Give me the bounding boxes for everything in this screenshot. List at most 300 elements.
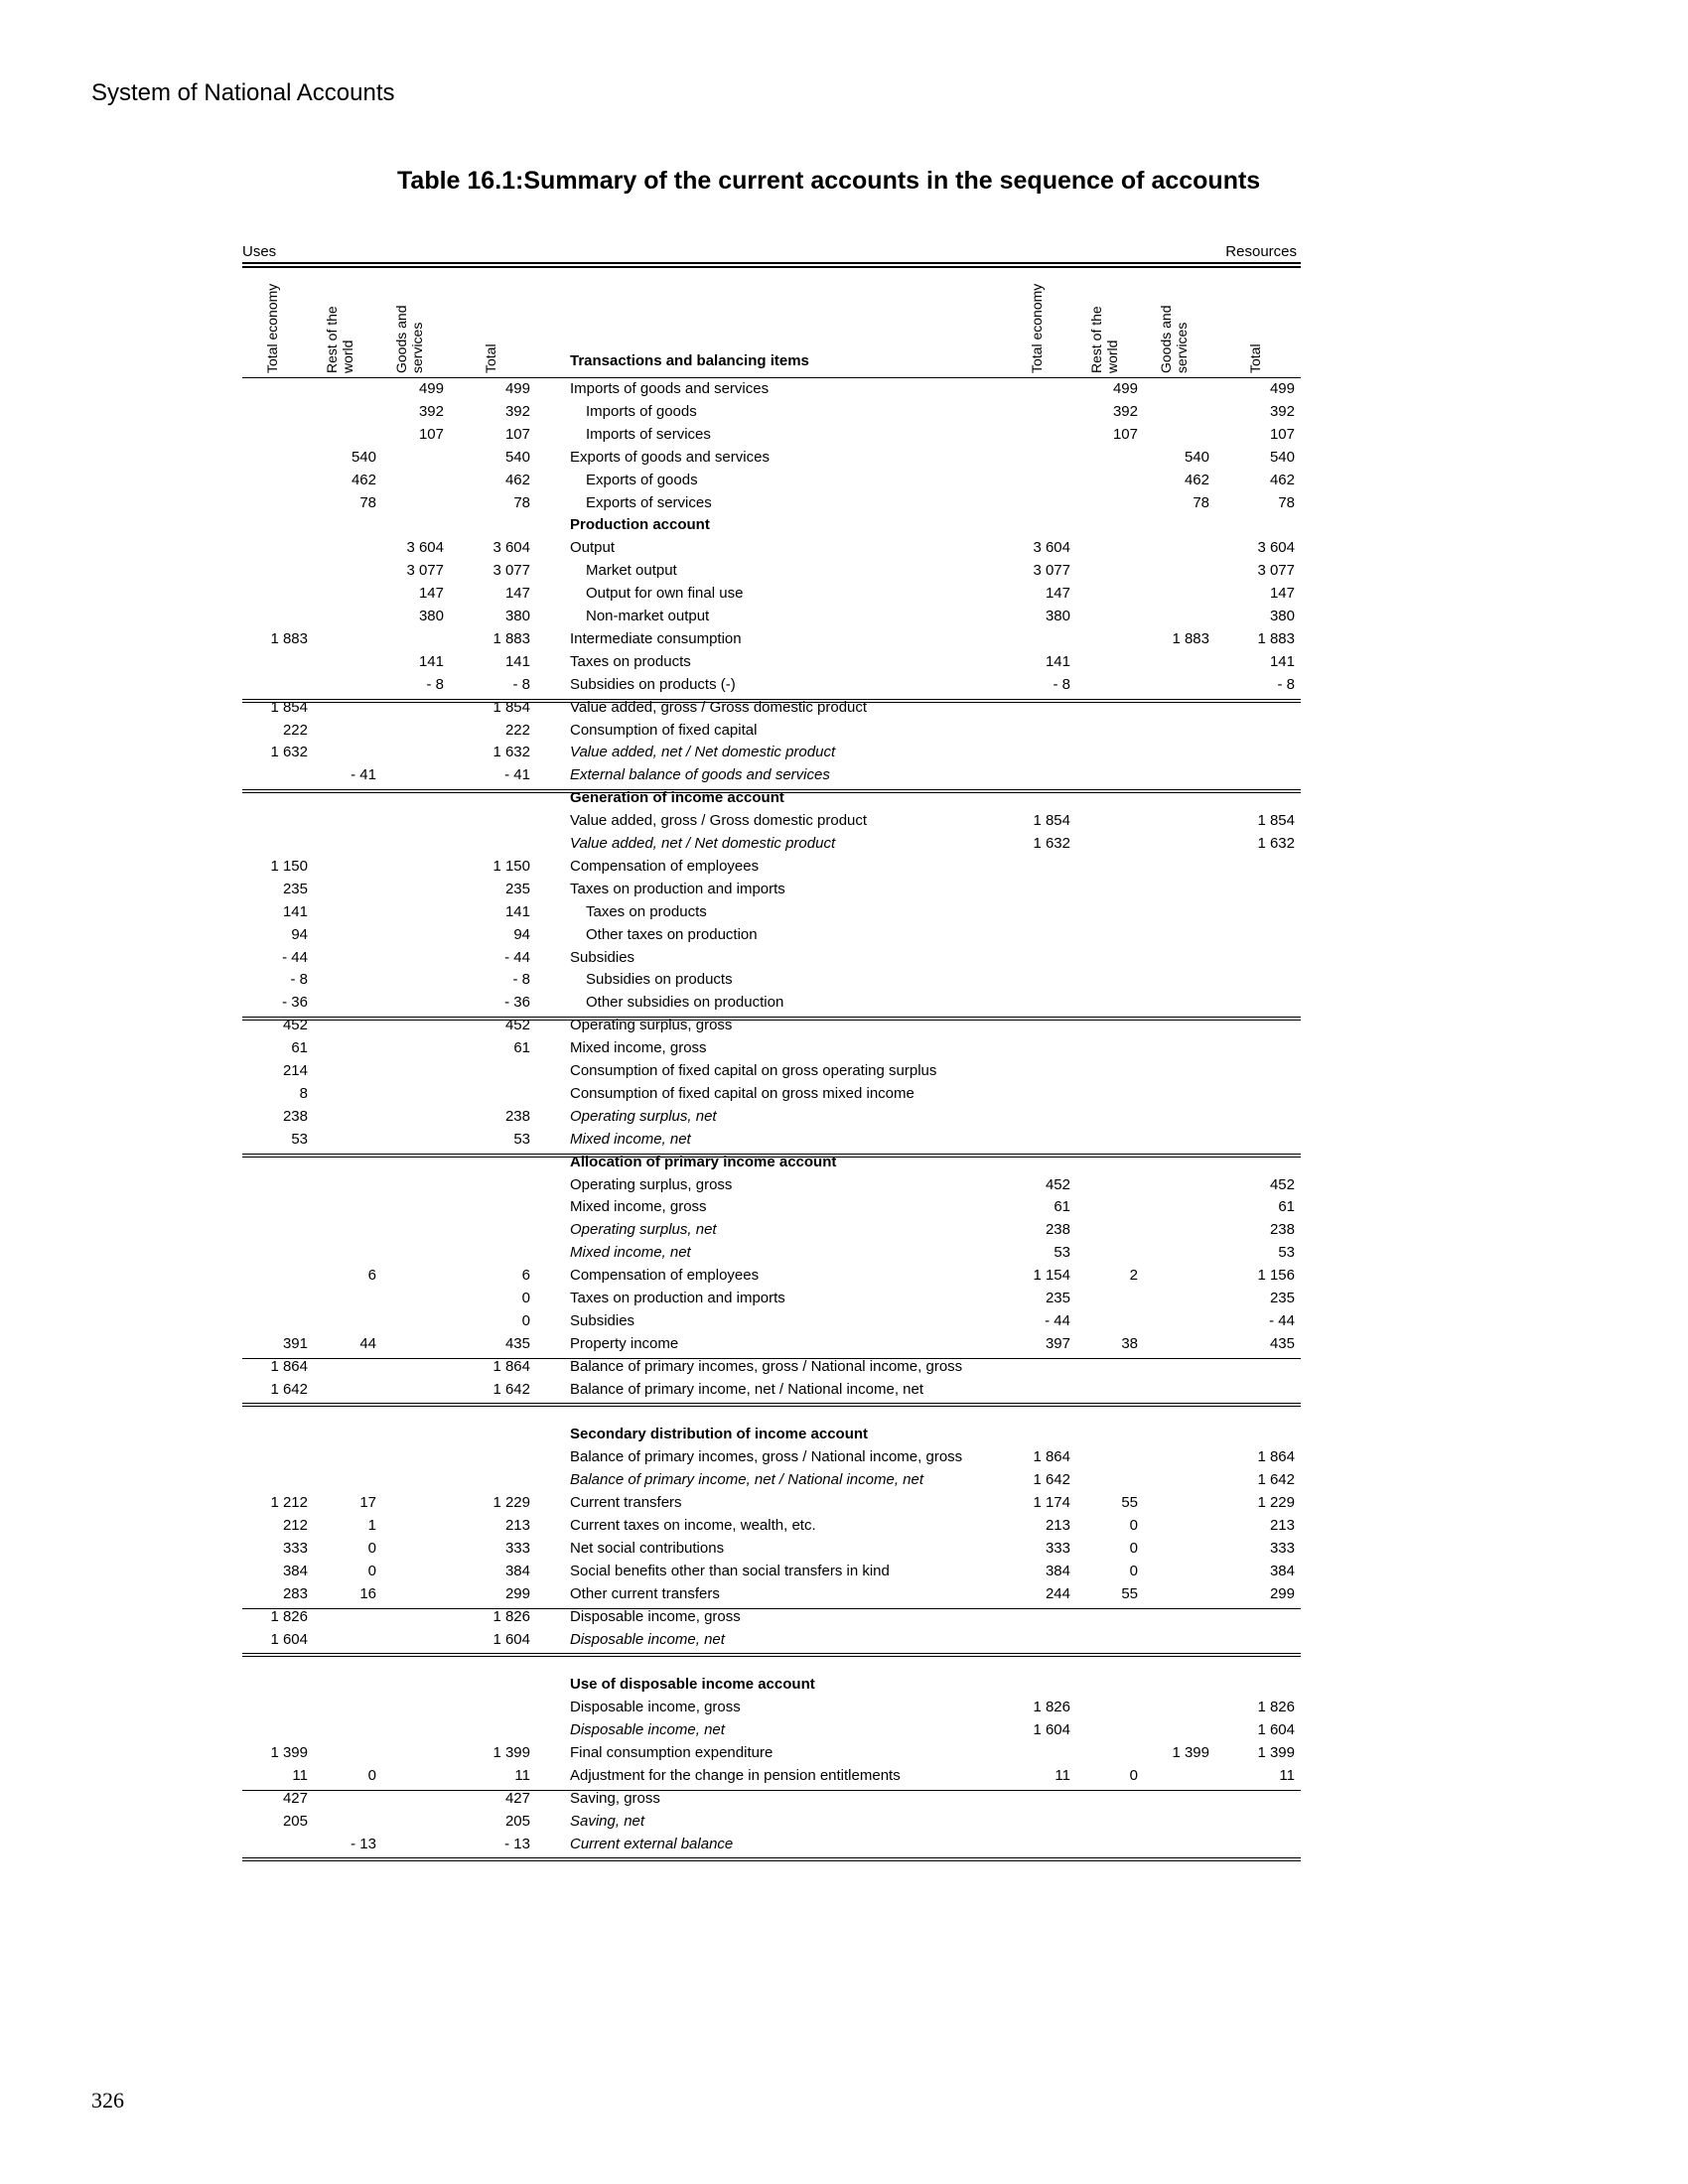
item-label: Intermediate consumption xyxy=(570,629,742,647)
table-row xyxy=(242,881,1301,903)
table-row xyxy=(242,1244,1301,1267)
uses-cell: - 8 xyxy=(512,675,530,693)
table-row xyxy=(242,1085,1301,1108)
uses-cell: 11 xyxy=(514,1766,530,1784)
uses-cell: - 13 xyxy=(351,1835,376,1852)
resources-cell: 1 883 xyxy=(1172,629,1209,647)
item-label: Current taxes on income, wealth, etc. xyxy=(570,1517,816,1534)
table-row xyxy=(242,1836,1301,1862)
resources-cell: 0 xyxy=(1129,1539,1138,1557)
resources-cell: 235 xyxy=(1269,1290,1295,1306)
resources-cell: 1 864 xyxy=(1257,1448,1295,1466)
resources-cell: 11 xyxy=(1055,1766,1070,1784)
resources-cell: 299 xyxy=(1269,1584,1295,1602)
resources-cell: 1 854 xyxy=(1033,812,1070,830)
uses-cell: 384 xyxy=(282,1562,308,1579)
item-label: Subsidies on products (-) xyxy=(570,675,736,693)
resources-cell: 38 xyxy=(1121,1334,1138,1352)
uses-cell: 1 xyxy=(367,1517,376,1534)
item-label: Consumption of fixed capital xyxy=(570,721,758,739)
item-label: Mixed income, net xyxy=(570,1130,691,1148)
uses-cell: - 36 xyxy=(282,994,308,1012)
item-label: Balance of primary income, net / National income, net xyxy=(570,1471,924,1489)
item-header: Transactions and balancing items xyxy=(570,352,809,369)
table-row xyxy=(242,1471,1301,1494)
table-row xyxy=(242,380,1301,403)
resources-cell: 1 854 xyxy=(1257,812,1295,830)
table-row xyxy=(242,744,1301,766)
uses-cell: - 44 xyxy=(282,948,308,966)
resources-cell: 0 xyxy=(1129,1517,1138,1534)
uses-cell: 452 xyxy=(282,1017,308,1034)
table-row xyxy=(242,1517,1301,1540)
uses-cell: 235 xyxy=(504,880,530,897)
resources-cell: 452 xyxy=(1269,1175,1295,1193)
resources-cell: 147 xyxy=(1045,585,1070,603)
item-label: Disposable income, net xyxy=(570,1630,725,1648)
resources-cell: 499 xyxy=(1269,380,1295,397)
uses-cell: - 41 xyxy=(504,766,530,784)
section-heading-row xyxy=(242,1676,1301,1699)
resources-cell: 1 174 xyxy=(1033,1494,1070,1512)
uses-cell: 435 xyxy=(504,1334,530,1352)
item-label: Taxes on products xyxy=(570,652,691,670)
resources-cell: 392 xyxy=(1112,402,1138,420)
uses-cell: 94 xyxy=(513,925,530,943)
uses-cell: 384 xyxy=(504,1562,530,1579)
uses-cell: 1 864 xyxy=(270,1357,308,1375)
resources-cell: - 8 xyxy=(1277,675,1295,693)
uses-cell: 1 150 xyxy=(270,857,308,875)
table-row xyxy=(242,1221,1301,1244)
resources-label: Resources xyxy=(1225,243,1297,260)
resources-cell: 380 xyxy=(1269,608,1295,624)
table-row xyxy=(242,1290,1301,1312)
item-label: Mixed income, gross xyxy=(570,1198,707,1216)
table-row xyxy=(242,1404,1301,1427)
uses-cell: 462 xyxy=(351,471,376,488)
uses-cell: 540 xyxy=(351,448,376,466)
resources-cell: 333 xyxy=(1269,1539,1295,1557)
uses-cell: 1 399 xyxy=(270,1744,308,1761)
uses-cell: - 44 xyxy=(504,948,530,966)
uses-cell: 1 642 xyxy=(492,1380,530,1398)
uses-cell: 141 xyxy=(282,902,308,920)
section-heading-row xyxy=(242,789,1301,812)
account-heading: Use of disposable income account xyxy=(570,1676,815,1694)
uses-cell: 107 xyxy=(504,425,530,443)
item-label: Operating surplus, gross xyxy=(570,1017,733,1034)
uses-cell: 44 xyxy=(359,1334,376,1352)
uses-label: Uses xyxy=(242,243,277,260)
uses-cell: 147 xyxy=(504,585,530,603)
item-label: Exports of goods xyxy=(586,471,698,488)
table-row xyxy=(242,949,1301,972)
resources-cell: 1 826 xyxy=(1033,1699,1070,1716)
table-row xyxy=(242,1699,1301,1721)
item-label: Saving, gross xyxy=(570,1789,660,1807)
header-rule xyxy=(242,377,1301,378)
table-row xyxy=(242,1813,1301,1836)
uses-cell: 11 xyxy=(292,1766,308,1784)
resources-cell: 2 xyxy=(1129,1267,1138,1285)
resources-cell: 53 xyxy=(1278,1244,1295,1262)
uses-cell: 107 xyxy=(418,425,444,443)
resources-cell: 1 399 xyxy=(1257,1744,1295,1761)
item-label: External balance of goods and services xyxy=(570,766,830,784)
resources-cell: 384 xyxy=(1045,1562,1070,1579)
uses-cell: 141 xyxy=(504,902,530,920)
table-row xyxy=(242,472,1301,494)
item-label: Imports of goods xyxy=(586,402,697,420)
item-label: Taxes on production and imports xyxy=(570,880,785,897)
table-row xyxy=(242,562,1301,585)
table-row xyxy=(242,835,1301,858)
resources-cell: 55 xyxy=(1121,1584,1138,1602)
resources-cell: 78 xyxy=(1278,493,1295,511)
top-rule xyxy=(242,262,1301,268)
uses-cell: 147 xyxy=(418,585,444,603)
resources-cell: 3 604 xyxy=(1257,539,1295,557)
resources-cell: 3 077 xyxy=(1033,562,1070,580)
resources-cell: 238 xyxy=(1045,1221,1070,1239)
resources-header-total-economy: Total economy xyxy=(1029,283,1045,373)
account-heading: Secondary distribution of income account xyxy=(570,1426,869,1443)
resources-cell: 1 864 xyxy=(1033,1448,1070,1466)
resources-cell: 540 xyxy=(1269,448,1295,466)
uses-cell: 391 xyxy=(282,1334,308,1352)
table-row xyxy=(242,1358,1301,1381)
uses-cell: 94 xyxy=(291,925,308,943)
item-label: Operating surplus, gross xyxy=(570,1175,733,1193)
item-label: Balance of primary incomes, gross / National income, gross xyxy=(570,1448,963,1466)
uses-cell: 1 642 xyxy=(270,1380,308,1398)
uses-cell: 299 xyxy=(504,1584,530,1602)
uses-cell: 0 xyxy=(521,1290,530,1306)
table-row xyxy=(242,1653,1301,1676)
resources-cell: 244 xyxy=(1045,1584,1070,1602)
uses-cell: 1 399 xyxy=(492,1744,530,1761)
resources-cell: 235 xyxy=(1045,1290,1070,1306)
uses-cell: 213 xyxy=(504,1517,530,1534)
uses-cell: 238 xyxy=(504,1107,530,1125)
uses-cell: 0 xyxy=(367,1766,376,1784)
uses-cell: 1 883 xyxy=(270,629,308,647)
table-row xyxy=(242,1540,1301,1563)
resources-cell: 435 xyxy=(1269,1334,1295,1352)
uses-header-total: Total xyxy=(483,343,498,373)
resources-cell: 0 xyxy=(1129,1562,1138,1579)
resources-cell: 53 xyxy=(1054,1244,1070,1262)
table-row xyxy=(242,1017,1301,1039)
uses-cell: 1 854 xyxy=(492,698,530,716)
uses-cell: 392 xyxy=(418,402,444,420)
table-row xyxy=(242,1176,1301,1199)
uses-header-total-economy: Total economy xyxy=(264,283,280,373)
table-row xyxy=(242,426,1301,449)
resources-cell: - 8 xyxy=(1053,675,1070,693)
uses-cell: - 41 xyxy=(351,766,376,784)
item-label: Current external balance xyxy=(570,1835,734,1852)
uses-cell: 141 xyxy=(418,652,444,670)
uses-cell: 462 xyxy=(504,471,530,488)
uses-cell: 141 xyxy=(504,652,530,670)
item-label: Operating surplus, net xyxy=(570,1221,717,1239)
uses-cell: 78 xyxy=(513,493,530,511)
resources-cell: 384 xyxy=(1269,1562,1295,1579)
running-head: System of National Accounts xyxy=(91,79,395,106)
uses-header-rest-of-world: Rest of the world xyxy=(324,306,355,373)
uses-cell: 452 xyxy=(504,1017,530,1034)
table-row xyxy=(242,608,1301,630)
uses-cell: - 8 xyxy=(512,971,530,989)
uses-cell: 499 xyxy=(418,380,444,397)
resources-cell: 540 xyxy=(1184,448,1209,466)
section-heading-row xyxy=(242,1426,1301,1448)
uses-cell: 499 xyxy=(504,380,530,397)
item-label: Value added, net / Net domestic product xyxy=(570,835,836,852)
resources-cell: 1 642 xyxy=(1257,1471,1295,1489)
resources-cell: 1 229 xyxy=(1257,1494,1295,1512)
item-label: Taxes on production and imports xyxy=(570,1290,785,1306)
uses-cell: 540 xyxy=(504,448,530,466)
uses-cell: 1 883 xyxy=(492,629,530,647)
table-row xyxy=(242,926,1301,949)
item-label: Value added, gross / Gross domestic product xyxy=(570,698,868,716)
item-label: Social benefits other than social transfers in kind xyxy=(570,1562,890,1579)
item-label: Market output xyxy=(586,562,677,580)
uses-cell: 214 xyxy=(282,1062,308,1079)
resources-cell: 141 xyxy=(1045,652,1070,670)
table-row xyxy=(242,1585,1301,1609)
item-label: Other current transfers xyxy=(570,1584,720,1602)
item-label: Final consumption expenditure xyxy=(570,1744,774,1761)
uses-cell: - 8 xyxy=(290,971,308,989)
uses-cell: 427 xyxy=(504,1789,530,1807)
uses-cell: 0 xyxy=(367,1562,376,1579)
table-row xyxy=(242,403,1301,426)
resources-header-rest-of-world: Rest of the world xyxy=(1088,306,1120,373)
table-row xyxy=(242,1608,1301,1631)
uses-cell: 1 604 xyxy=(270,1630,308,1648)
item-label: Output for own final use xyxy=(586,585,744,603)
uses-cell: 61 xyxy=(291,1039,308,1057)
resources-cell: 462 xyxy=(1269,471,1295,488)
resources-cell: 380 xyxy=(1045,608,1070,624)
table-row xyxy=(242,1267,1301,1290)
item-label: Mixed income, net xyxy=(570,1244,691,1262)
item-label: Exports of goods and services xyxy=(570,448,770,466)
table-row xyxy=(242,1721,1301,1744)
item-label: Saving, net xyxy=(570,1812,645,1830)
resources-cell: 1 632 xyxy=(1033,835,1070,852)
uses-cell: 3 604 xyxy=(492,539,530,557)
table-row xyxy=(242,971,1301,994)
resources-cell: - 44 xyxy=(1269,1311,1295,1329)
table-row xyxy=(242,494,1301,517)
uses-header-goods-services: Goods and services xyxy=(393,305,425,373)
item-label: Imports of goods and services xyxy=(570,380,770,397)
item-label: Output xyxy=(570,539,616,557)
item-label: Mixed income, gross xyxy=(570,1039,707,1057)
uses-cell: 1 632 xyxy=(492,744,530,761)
uses-cell: 1 826 xyxy=(492,1607,530,1625)
uses-cell: 3 077 xyxy=(492,562,530,580)
table-row xyxy=(242,903,1301,926)
uses-cell: 17 xyxy=(359,1494,376,1512)
resources-cell: 462 xyxy=(1184,471,1209,488)
resources-cell: 55 xyxy=(1121,1494,1138,1512)
table-row xyxy=(242,449,1301,472)
uses-cell: 1 826 xyxy=(270,1607,308,1625)
uses-cell: 205 xyxy=(282,1812,308,1830)
uses-cell: 6 xyxy=(367,1267,376,1285)
uses-cell: 1 864 xyxy=(492,1357,530,1375)
uses-cell: 6 xyxy=(521,1267,530,1285)
resources-cell: 3 077 xyxy=(1257,562,1295,580)
resources-cell: 1 604 xyxy=(1033,1721,1070,1739)
resources-cell: 61 xyxy=(1054,1198,1070,1216)
item-label: Disposable income, net xyxy=(570,1721,725,1739)
uses-cell: 212 xyxy=(282,1517,308,1534)
resources-header-goods-services: Goods and services xyxy=(1158,305,1190,373)
table-row xyxy=(242,1767,1301,1791)
table-row xyxy=(242,1744,1301,1767)
item-label: Consumption of fixed capital on gross operating surplus xyxy=(570,1062,937,1079)
resources-cell: 392 xyxy=(1269,402,1295,420)
uses-cell: 1 150 xyxy=(492,857,530,875)
item-label: Operating surplus, net xyxy=(570,1107,717,1125)
table-row xyxy=(242,699,1301,722)
item-label: Property income xyxy=(570,1334,679,1352)
item-label: Exports of services xyxy=(586,493,712,511)
table-row xyxy=(242,1312,1301,1335)
resources-cell: 452 xyxy=(1045,1175,1070,1193)
resources-cell: 78 xyxy=(1193,493,1209,511)
table-row xyxy=(242,1198,1301,1221)
item-label: Non-market output xyxy=(586,608,710,624)
resources-cell: 1 154 xyxy=(1033,1267,1070,1285)
item-label: Compensation of employees xyxy=(570,1267,760,1285)
item-label: Compensation of employees xyxy=(570,857,760,875)
uses-cell: 0 xyxy=(367,1539,376,1557)
table-row xyxy=(242,1790,1301,1813)
resources-cell: 499 xyxy=(1112,380,1138,397)
resources-cell: 1 604 xyxy=(1257,1721,1295,1739)
uses-cell: 222 xyxy=(282,721,308,739)
section-heading-row xyxy=(242,1154,1301,1176)
table-row xyxy=(242,812,1301,835)
resources-cell: 333 xyxy=(1045,1539,1070,1557)
resources-cell: 1 399 xyxy=(1172,1744,1209,1761)
table-title: Table 16.1:Summary of the current accounts in the sequence of accounts xyxy=(397,167,1261,195)
item-label: Disposable income, gross xyxy=(570,1699,741,1716)
uses-cell: 333 xyxy=(504,1539,530,1557)
uses-cell: 1 604 xyxy=(492,1630,530,1648)
item-label: Subsidies on products xyxy=(586,971,733,989)
uses-cell: 392 xyxy=(504,402,530,420)
table-row xyxy=(242,653,1301,676)
item-label: Adjustment for the change in pension entitlements xyxy=(570,1766,901,1784)
section-heading-row xyxy=(242,516,1301,539)
table-row xyxy=(242,1039,1301,1062)
uses-cell: 53 xyxy=(513,1130,530,1148)
resources-cell: 238 xyxy=(1269,1221,1295,1239)
table-row xyxy=(242,1448,1301,1471)
uses-cell: 380 xyxy=(504,608,530,624)
table-row xyxy=(242,858,1301,881)
resources-cell: 107 xyxy=(1269,425,1295,443)
resources-cell: 141 xyxy=(1269,652,1295,670)
resources-cell: 11 xyxy=(1279,1766,1295,1784)
uses-cell: 1 212 xyxy=(270,1494,308,1512)
uses-cell: 205 xyxy=(504,1812,530,1830)
uses-cell: 333 xyxy=(282,1539,308,1557)
table-row xyxy=(242,630,1301,653)
uses-cell: 0 xyxy=(521,1311,530,1329)
account-heading: Production account xyxy=(570,516,710,534)
item-label: Subsidies xyxy=(570,1311,635,1329)
resources-cell: 0 xyxy=(1129,1766,1138,1784)
uses-cell: 380 xyxy=(418,608,444,624)
uses-cell: 235 xyxy=(282,880,308,897)
table-row xyxy=(242,1108,1301,1131)
uses-cell: 283 xyxy=(282,1584,308,1602)
uses-cell: 1 854 xyxy=(270,698,308,716)
resources-cell: 1 632 xyxy=(1257,835,1295,852)
resources-cell: 213 xyxy=(1045,1517,1070,1534)
account-heading: Generation of income account xyxy=(570,789,784,807)
resources-cell: 61 xyxy=(1278,1198,1295,1216)
item-label: Balance of primary income, net / National income, net xyxy=(570,1380,924,1398)
resources-cell: - 44 xyxy=(1045,1311,1070,1329)
uses-cell: 16 xyxy=(359,1584,376,1602)
uses-cell: 1 632 xyxy=(270,744,308,761)
uses-cell: 8 xyxy=(299,1084,308,1102)
table-row xyxy=(242,539,1301,562)
uses-cell: 78 xyxy=(359,493,376,511)
table-row xyxy=(242,585,1301,608)
item-label: Other subsidies on production xyxy=(586,994,784,1012)
table-row xyxy=(242,1062,1301,1085)
uses-cell: 427 xyxy=(282,1789,308,1807)
uses-cell: 238 xyxy=(282,1107,308,1125)
resources-cell: 3 604 xyxy=(1033,539,1070,557)
resources-cell: 1 156 xyxy=(1257,1267,1295,1285)
resources-cell: 1 642 xyxy=(1033,1471,1070,1489)
item-label: Imports of services xyxy=(586,425,711,443)
page-number: 326 xyxy=(91,2088,124,2113)
resources-cell: 397 xyxy=(1045,1334,1070,1352)
uses-cell: 61 xyxy=(513,1039,530,1057)
item-label: Disposable income, gross xyxy=(570,1607,741,1625)
resources-cell: 1 883 xyxy=(1257,629,1295,647)
item-label: Current transfers xyxy=(570,1494,682,1512)
resources-cell: 1 826 xyxy=(1257,1699,1295,1716)
item-label: Taxes on products xyxy=(586,902,707,920)
uses-cell: - 13 xyxy=(504,1835,530,1852)
uses-cell: - 36 xyxy=(504,994,530,1012)
item-label: Subsidies xyxy=(570,948,635,966)
item-label: Value added, net / Net domestic product xyxy=(570,744,836,761)
account-heading: Allocation of primary income account xyxy=(570,1153,837,1170)
table-row xyxy=(242,1563,1301,1585)
resources-header-total: Total xyxy=(1247,343,1263,373)
uses-cell: 3 604 xyxy=(406,539,444,557)
table-row xyxy=(242,1494,1301,1517)
item-label: Net social contributions xyxy=(570,1539,725,1557)
uses-cell: - 8 xyxy=(426,675,444,693)
